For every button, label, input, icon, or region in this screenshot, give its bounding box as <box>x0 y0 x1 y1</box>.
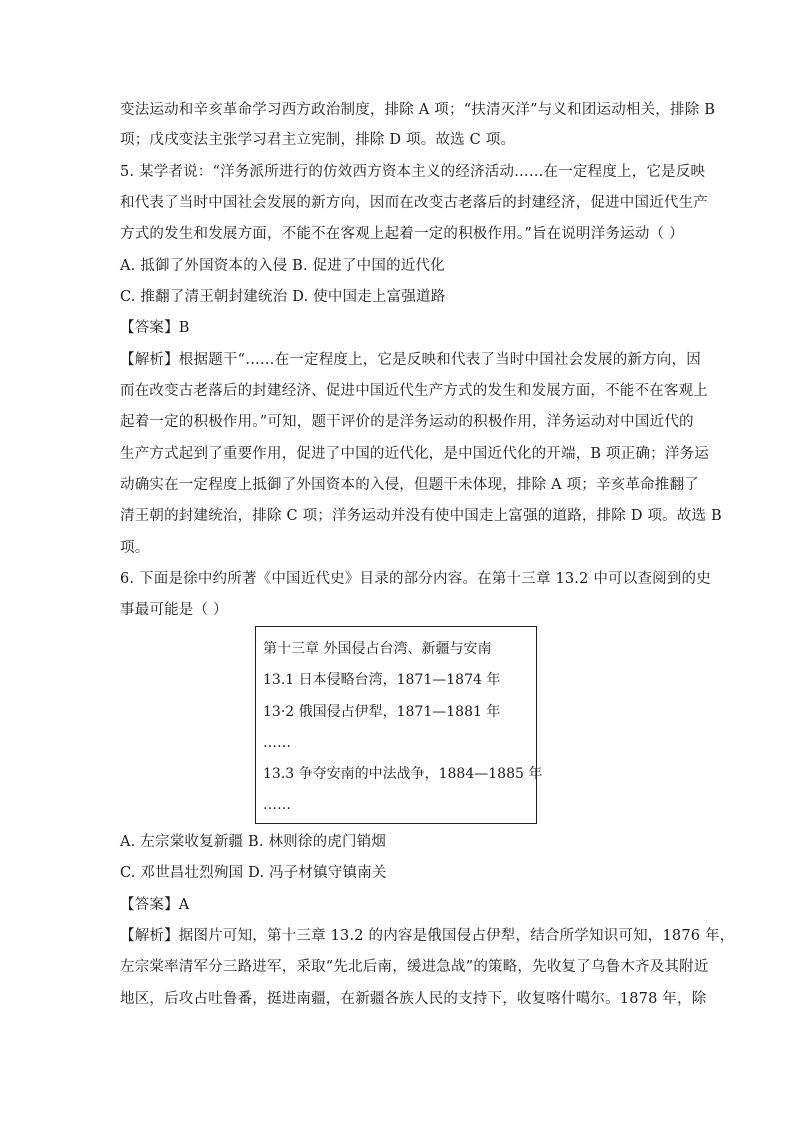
text-line: 方式的发生和发展方面，不能不在客观上起着一定的积极作用。”旨在说明洋务运动（ ） <box>120 226 684 242</box>
table-of-contents-box <box>255 626 543 824</box>
question-6-stem: 6. 下面是徐中约所著《中国近代史》目录的部分内容。在第十三章 13.2 中可以查阅到的史 <box>120 571 711 587</box>
toc-section: 13.1 日本侵略台湾，1871—1874 年 <box>263 672 501 688</box>
toc-section: 13·2 俄国侵占伊犁，1871—1881 年 <box>263 704 501 720</box>
question-5-options-cd: C. 推翻了清王朝封建统治 D. 使中国走上富强道路 <box>120 289 446 305</box>
question-5-options-ab: A. 抵御了外国资本的入侵 B. 促进了中国的近代化 <box>120 258 445 274</box>
text-line: 事最可能是（ ） <box>120 602 228 618</box>
text-line: 清王朝的封建统治，排除 C 项；洋务运动并没有使中国走上富强的道路，排除 D 项。故选 B <box>120 508 722 524</box>
answer-label: 【答案】B <box>120 320 190 336</box>
analysis-text: 【解析】根据题干“……在一定程度上，它是反映和代表了当时中国社会发展的新方向，因 <box>120 352 701 368</box>
text-line: 地区，后攻占吐鲁番，挺进南疆，在新疆各族人民的支持下，收复喀什噶尔。1878 年，除 <box>120 991 707 1007</box>
text-line: 变法运动和辛亥革命学习西方政治制度，排除 A 项；“扶清灭洋”与义和团运动相关，排除 B <box>120 102 716 118</box>
text-line: 而在改变古老落后的封建经济、促进中国近代生产方式的发生和发展方面，不能不在客观上 <box>120 383 708 399</box>
analysis-text: 【解析】据图片可知，第十三章 13.2 的内容是俄国侵占伊犁，结合所学知识可知，1876 年， <box>120 928 735 944</box>
toc-section: 13.3 争夺安南的中法战争，1884—1885 年 <box>263 766 543 782</box>
answer-label: 【答案】A <box>120 897 190 913</box>
text-line: 和代表了当时中国社会发展的新方向，因而在改变古老落后的封建经济，促进中国近代生产 <box>120 195 708 211</box>
text-line: 项。 <box>120 540 150 556</box>
question-6-options-ab: A. 左宗棠收复新疆 B. 林则徐的虎门销烟 <box>120 834 387 850</box>
text-line: 左宗棠率清军分三路进军，采取“先北后南，缓进急战”的策略，先收复了乌鲁木齐及其附近 <box>120 959 709 975</box>
question-6-options-cd: C. 邓世昌壮烈殉国 D. 冯子材镇守镇南关 <box>120 865 387 881</box>
toc-ellipsis: …… <box>263 797 291 813</box>
text-line: 项；戊戌变法主张学习君主立宪制，排除 D 项。故选 C 项。 <box>120 132 516 148</box>
text-line: 动确实在一定程度上抵御了外国资本的入侵，但题干未体现，排除 A 项；辛亥革命推翻了 <box>120 477 699 493</box>
text-line: 生产方式起到了重要作用，促进了中国的近代化，是中国近代化的开端，B 项正确；洋务运 <box>120 446 709 462</box>
text-line: 起着一定的积极作用。”可知，题干评价的是洋务运动的积极作用，洋务运动对中国近代的 <box>120 414 694 430</box>
toc-ellipsis: …… <box>263 735 291 751</box>
question-5-stem: 5. 某学者说：“洋务派所进行的仿效西方资本主义的经济活动……在一定程度上，它是反映 <box>120 164 706 180</box>
toc-chapter-title: 第十三章 外国侵占台湾、新疆与安南 <box>263 641 492 657</box>
